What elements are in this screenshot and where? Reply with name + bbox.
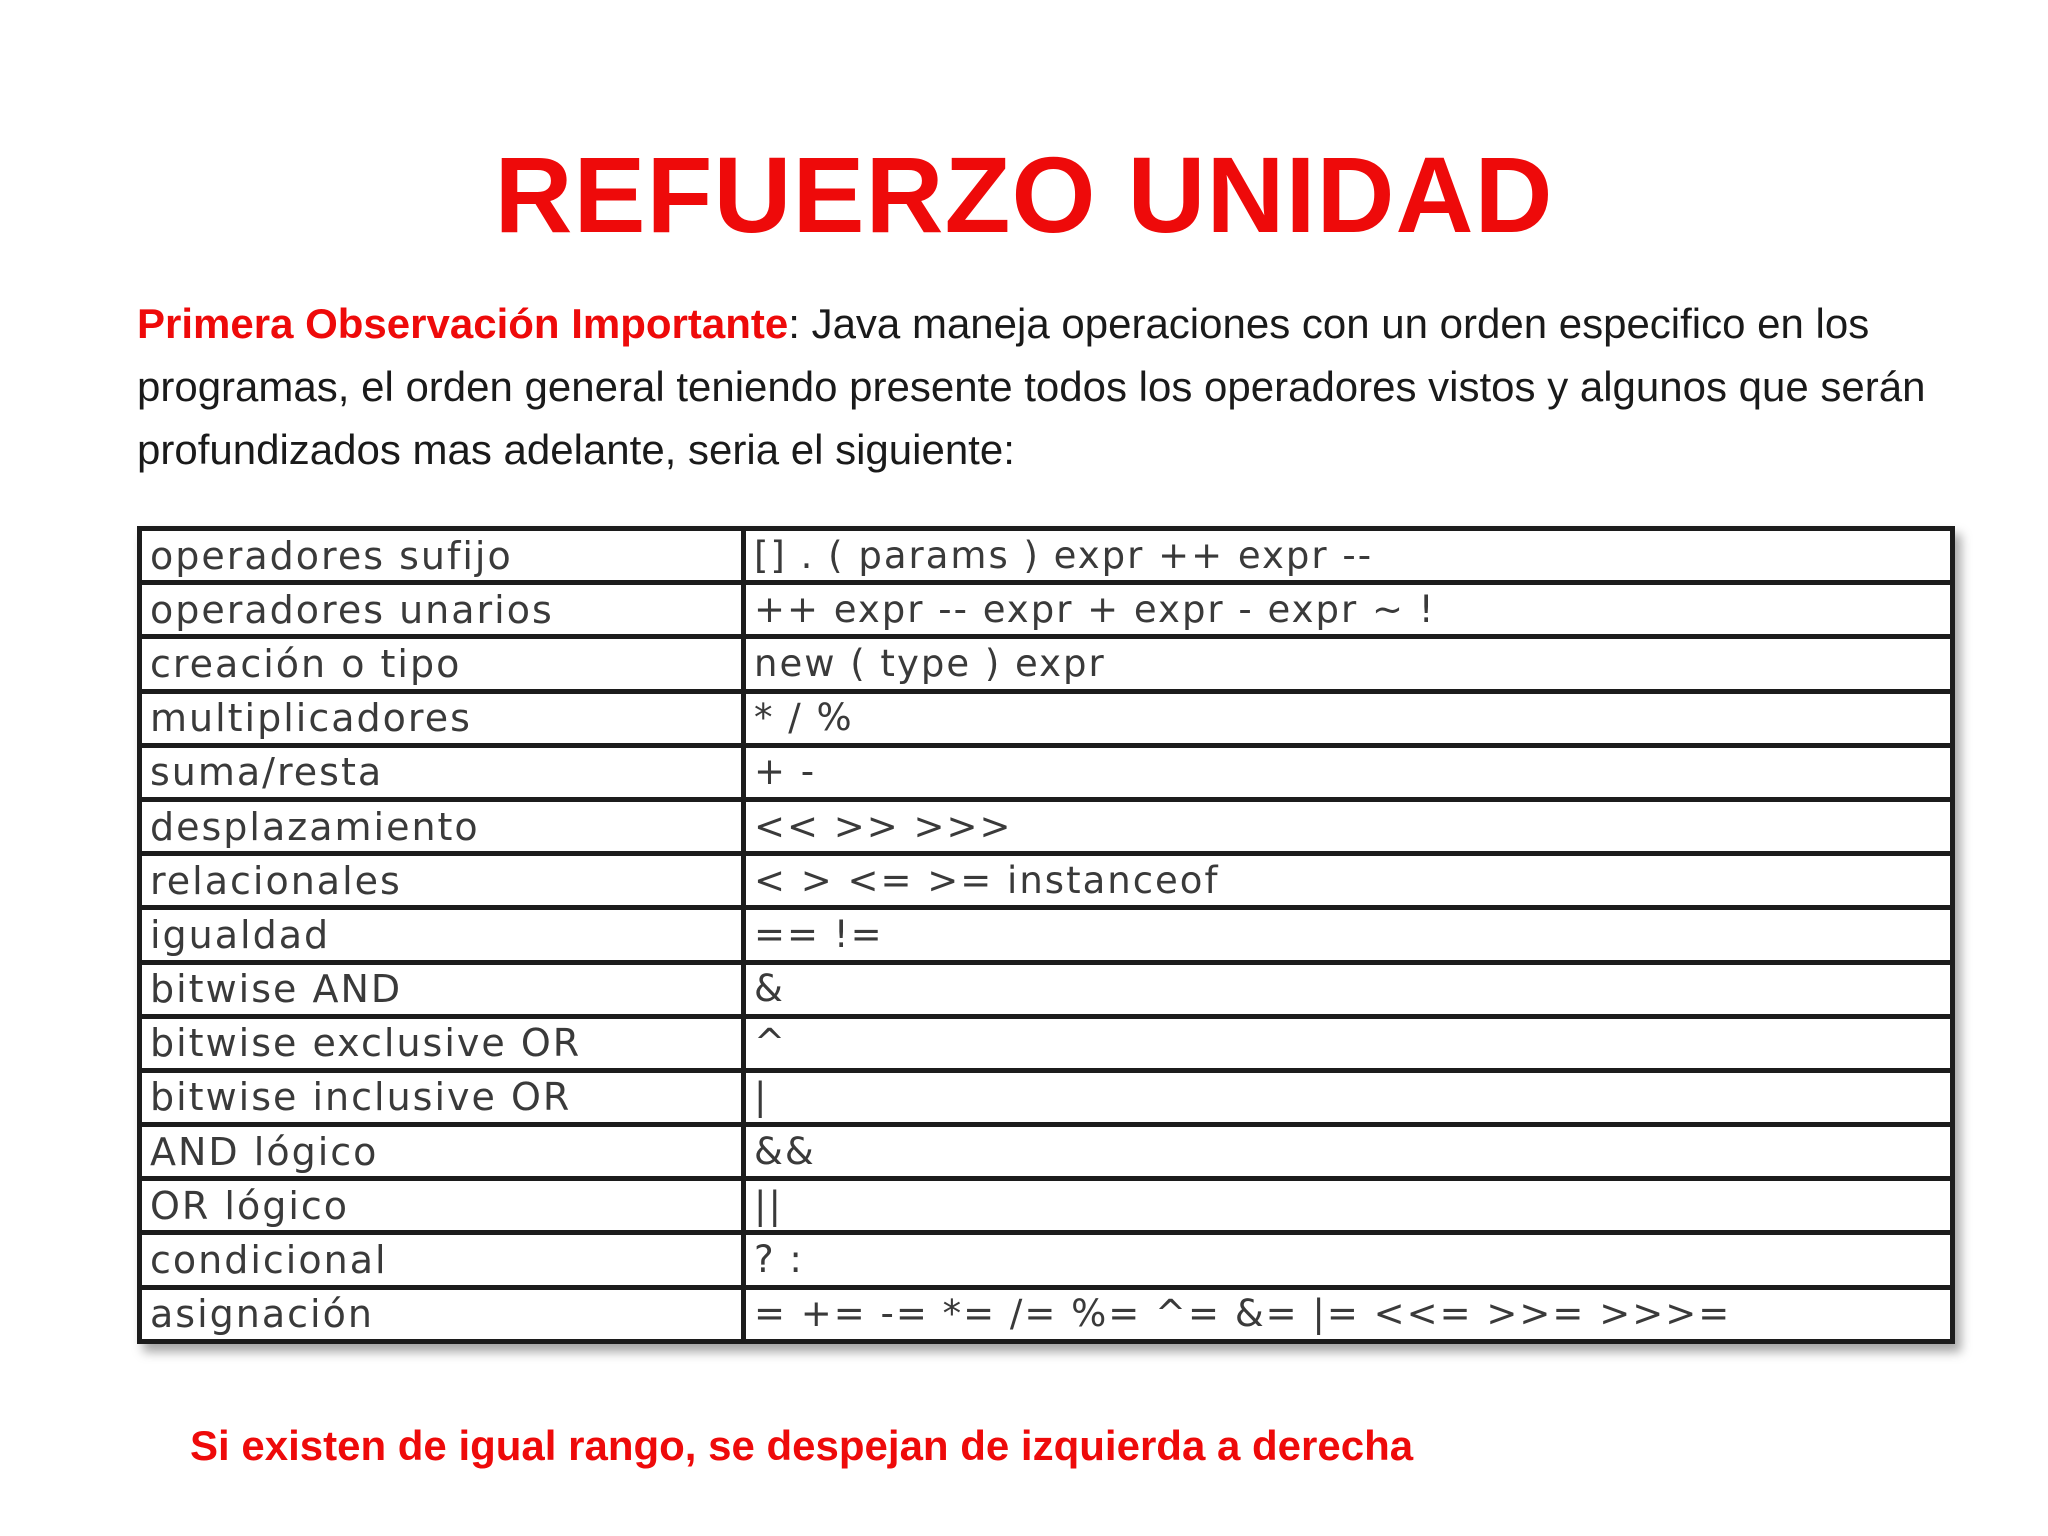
operators-cell: || [744, 1179, 1953, 1233]
category-cell: bitwise exclusive OR [140, 1016, 744, 1070]
category-cell: creación o tipo [140, 637, 744, 691]
table-row [140, 1233, 1953, 1287]
category-cell: condicional [140, 1233, 744, 1287]
operators-cell: * / % [744, 691, 1953, 745]
operators-cell: && [744, 1125, 1953, 1179]
operators-cell: == != [744, 908, 1953, 962]
category-cell: desplazamiento [140, 799, 744, 853]
category-cell: operadores unarios [140, 583, 744, 637]
operators-cell: = += -= *= /= %= ^= &= |= <<= >>= >>>= [744, 1287, 1953, 1341]
intro-text: : Java maneja operaciones con un orden especifico en los programas, el orden general teniendo presente todos los operadores vistos y algunos que serán profundizados mas adelante, seria el siguiente: [137, 300, 1926, 473]
table-row [140, 854, 1953, 908]
table-row [140, 799, 1953, 853]
intro-highlight: Primera Observación Importante [137, 300, 789, 347]
table-row [140, 529, 1953, 583]
category-cell: suma/resta [140, 745, 744, 799]
operators-cell: & [744, 962, 1953, 1016]
intro-paragraph [137, 292, 1927, 481]
category-cell: relacionales [140, 854, 744, 908]
category-cell: igualdad [140, 908, 744, 962]
operator-table [137, 526, 1955, 1344]
operators-cell: + - [744, 745, 1953, 799]
category-cell: operadores sufijo [140, 529, 744, 583]
table-row [140, 1125, 1953, 1179]
operators-cell: ^ [744, 1016, 1953, 1070]
table-row [140, 637, 1953, 691]
table-row [140, 1016, 1953, 1070]
category-cell: bitwise inclusive OR [140, 1070, 744, 1124]
table-row [140, 745, 1953, 799]
category-cell: bitwise AND [140, 962, 744, 1016]
table-row [140, 691, 1953, 745]
operators-cell: new ( type ) expr [744, 637, 1953, 691]
slide-title: REFUERZO UNIDAD [494, 134, 1554, 255]
table-row [140, 1287, 1953, 1341]
operators-cell: [] . ( params ) expr ++ expr -- [744, 529, 1953, 583]
operators-cell: << >> >>> [744, 799, 1953, 853]
table-row [140, 1070, 1953, 1124]
table-row [140, 583, 1953, 637]
operators-cell: | [744, 1070, 1953, 1124]
category-cell: multiplicadores [140, 691, 744, 745]
table-row [140, 908, 1953, 962]
operator-precedence-table [137, 526, 1955, 1344]
table-row [140, 962, 1953, 1016]
category-cell: AND lógico [140, 1125, 744, 1179]
operators-cell: < > <= >= instanceof [744, 854, 1953, 908]
operators-cell: ++ expr -- expr + expr - expr ~ ! [744, 583, 1953, 637]
category-cell: OR lógico [140, 1179, 744, 1233]
footer-note: Si existen de igual rango, se despejan de izquierda a derecha [190, 1422, 1414, 1469]
category-cell: asignación [140, 1287, 744, 1341]
table-row [140, 1179, 1953, 1233]
operators-cell: ? : [744, 1233, 1953, 1287]
